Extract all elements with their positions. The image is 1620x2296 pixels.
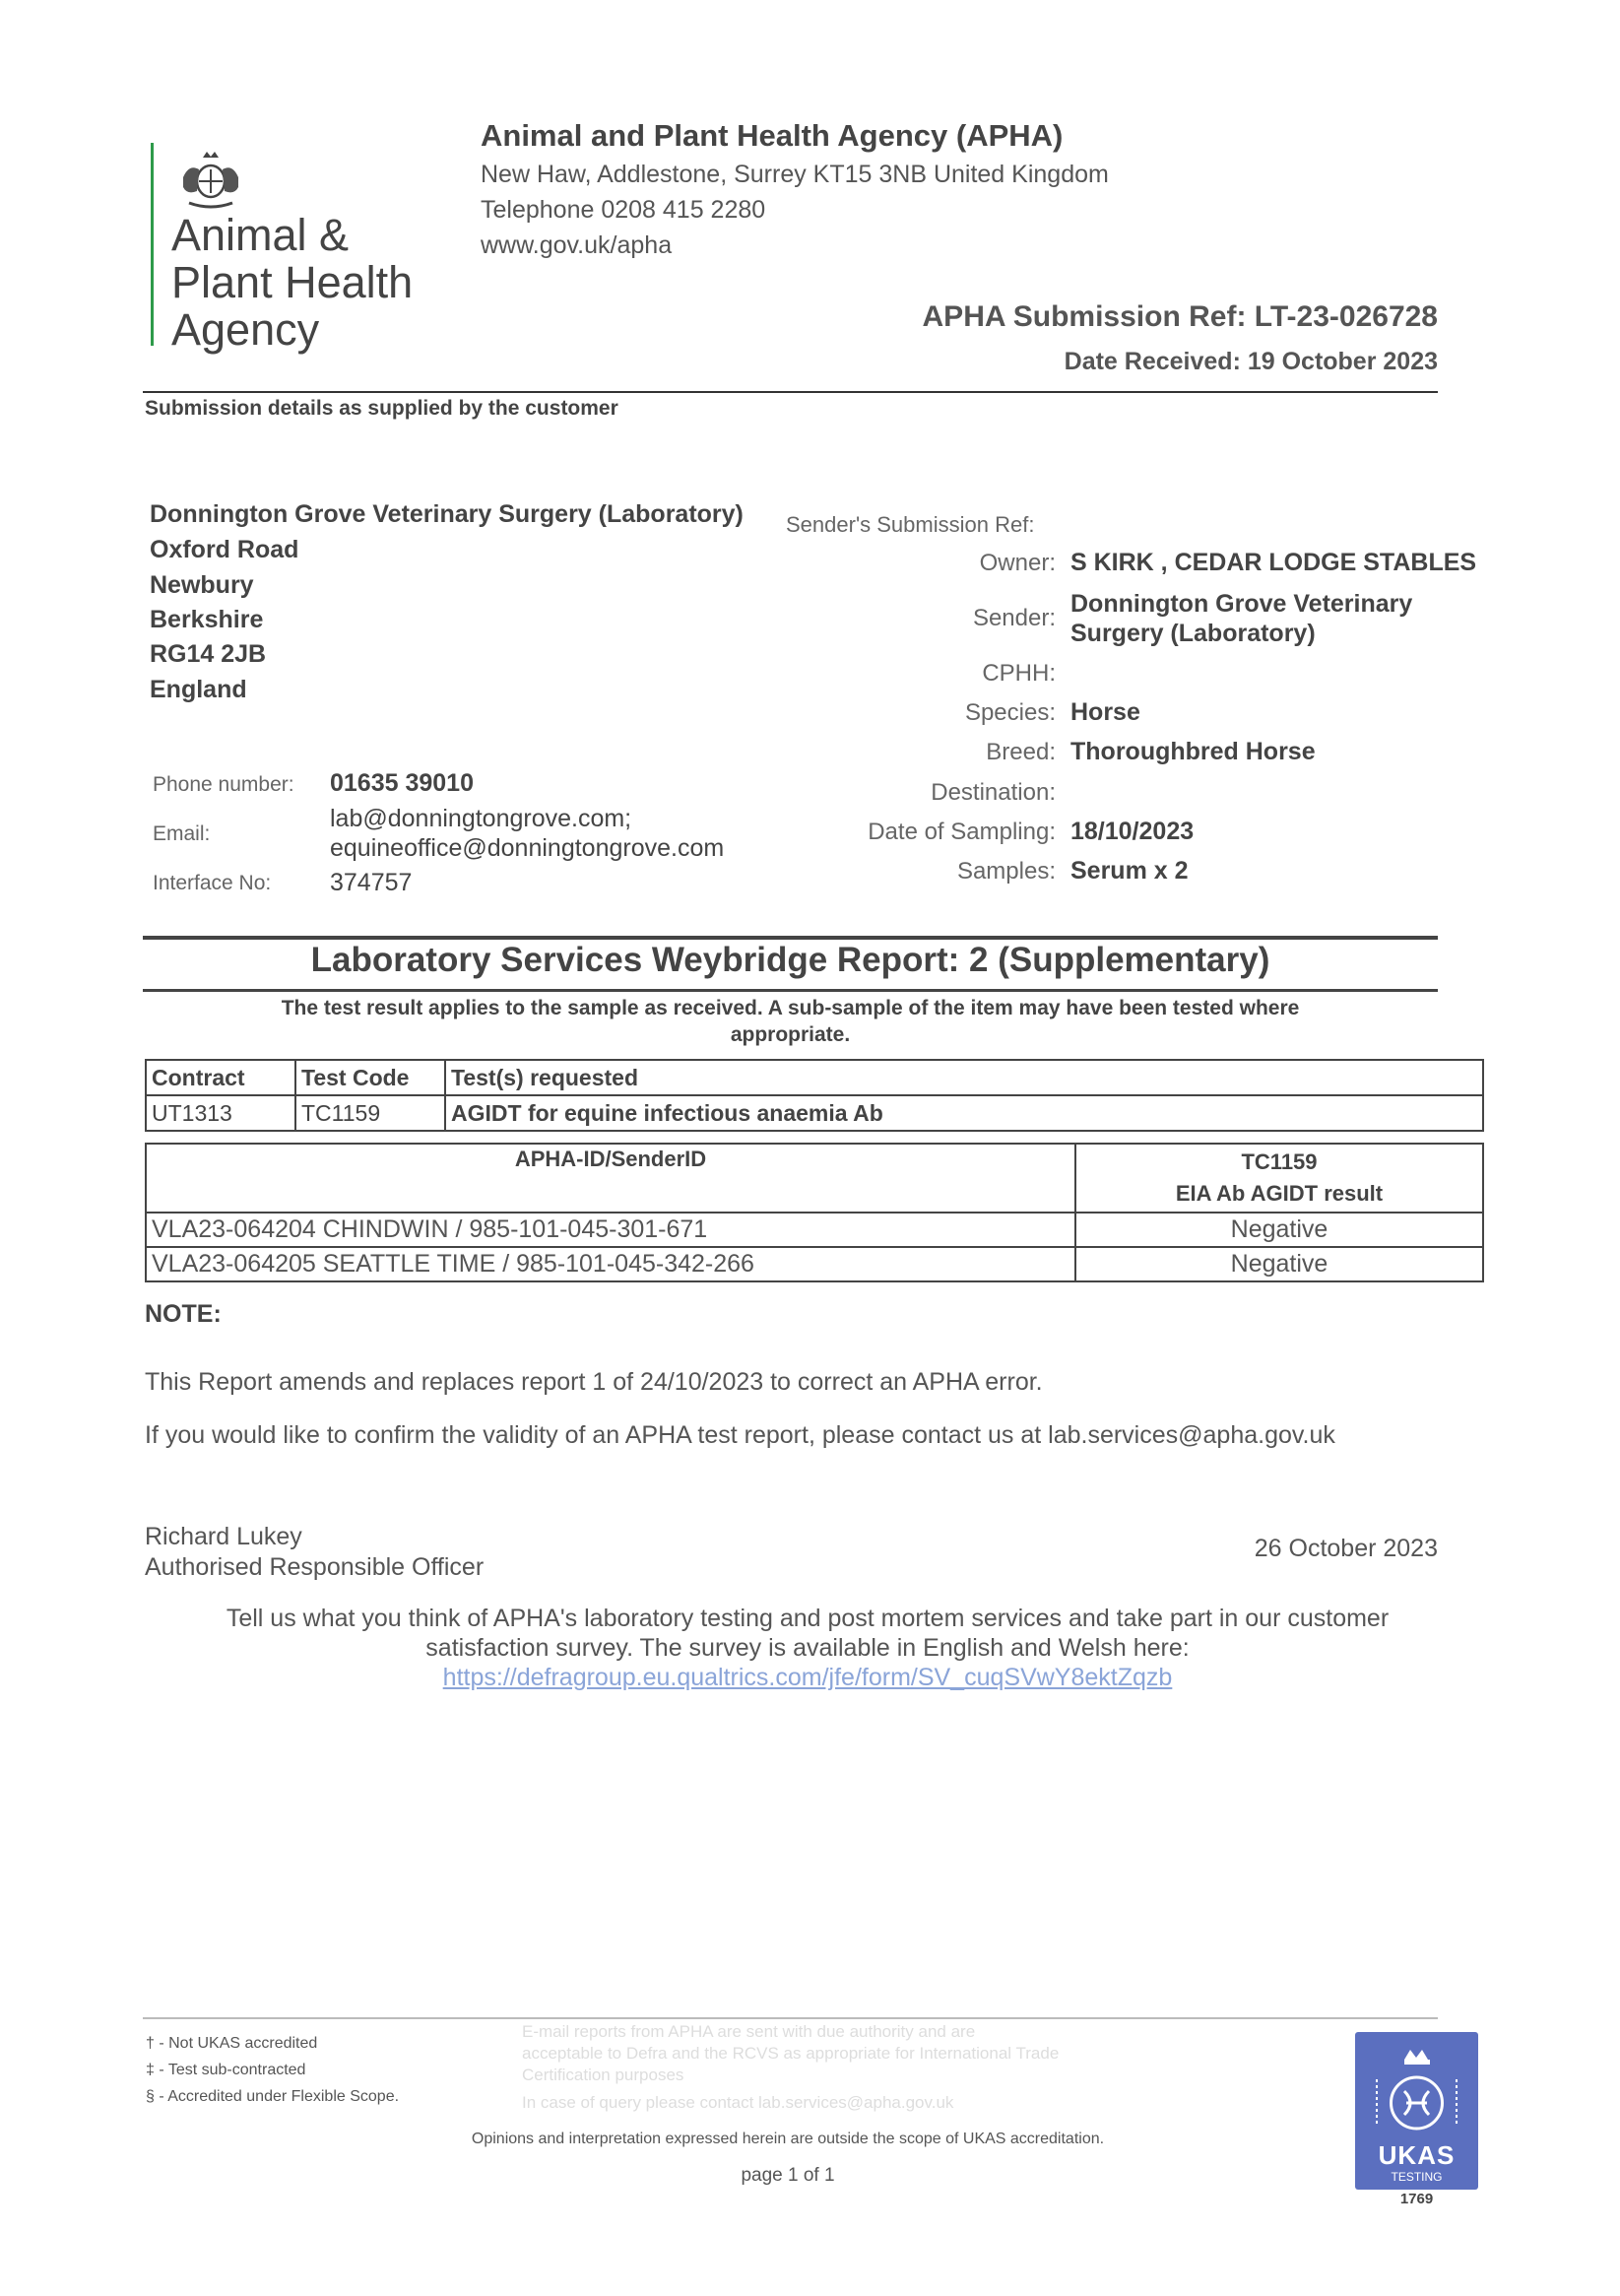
agency-address: New Haw, Addlestone, Surrey KT15 3NB United Kingdom (481, 161, 1109, 188)
column-header: Contract (146, 1060, 295, 1095)
species-label: Species: (964, 699, 1056, 726)
email-label: Email: (153, 822, 211, 845)
result-header-line: EIA Ab AGIDT result (1175, 1181, 1384, 1206)
ukas-label: UKAS (1378, 2140, 1456, 2170)
address-line: England (150, 676, 247, 703)
samples-value: Serum x 2 (1070, 857, 1189, 885)
email-value (330, 804, 724, 863)
signer-role: Authorised Responsible Officer (145, 1553, 485, 1581)
disclaimer-line: Certification purposes (522, 2066, 684, 2084)
address-line: Oxford Road (150, 536, 299, 563)
test-code-cell: TC1159 (295, 1095, 445, 1131)
result-header-line: TC1159 (1241, 1149, 1318, 1174)
signer-block (145, 1522, 484, 1583)
test-requested-cell: AGIDT for equine infectious anaemia Ab (445, 1095, 1483, 1131)
interface-label: Interface No: (153, 872, 272, 894)
agency-telephone: Telephone 0208 415 2280 (481, 196, 766, 224)
logo-line: Animal & (171, 210, 350, 260)
logo-bar (151, 143, 154, 346)
logo-line: Agency (171, 304, 320, 355)
title-rule-top (143, 936, 1438, 940)
sender-line: Surgery (Laboratory) (1070, 620, 1316, 647)
legend-item: † - Not UKAS accredited (146, 2035, 318, 2052)
royal-crest-icon (173, 148, 248, 209)
survey-link[interactable]: https://defragroup.eu.qualtrics.com/jfe/form/SV_cuqSVwY8ektZqzb (442, 1664, 1173, 1691)
address-line: Donnington Grove Veterinary Surgery (Laboratory) (150, 500, 744, 528)
address-line: RG14 2JB (150, 640, 267, 668)
agency-website: www.gov.uk/apha (481, 231, 673, 259)
sampling-date-value: 18/10/2023 (1070, 818, 1195, 845)
page-number: page 1 of 1 (741, 2165, 835, 2186)
sign-date: 26 October 2023 (1254, 1535, 1438, 1562)
title-rule-bottom (143, 989, 1438, 992)
owner-value: S KIRK , CEDAR LODGE STABLES (1070, 549, 1477, 576)
tests-table (145, 1059, 1484, 1132)
applies-line: The test result applies to the sample as received. A sub-sample of the item may have been tested where (281, 997, 1300, 1019)
disclaimer-line: acceptable to Defra and the RCVS as appropriate for International Trade (522, 2044, 1060, 2063)
samples-label: Samples: (956, 858, 1056, 885)
disclaimer-line: E-mail reports from APHA are sent with due authority and are (522, 2022, 976, 2041)
owner-label: Owner: (979, 550, 1056, 576)
legend-item: § - Accredited under Flexible Scope. (146, 2088, 400, 2105)
apha-id-header: APHA-ID/SenderID (146, 1144, 1075, 1213)
sample-id-cell: VLA23-064205 SEATTLE TIME / 985-101-045-342-266 (146, 1247, 1075, 1281)
ukas-number: 1769 (1399, 2191, 1434, 2207)
interface-value: 374757 (330, 869, 413, 896)
supplied-note: Submission details as supplied by the customer (145, 397, 618, 420)
signer-name: Richard Lukey (145, 1523, 302, 1550)
address-line: Berkshire (150, 606, 264, 633)
ukas-badge (1355, 2032, 1478, 2190)
result-cell: Negative (1075, 1247, 1483, 1281)
phone-label: Phone number: (153, 773, 294, 796)
submission-ref: APHA Submission Ref: LT-23-026728 (922, 300, 1438, 333)
legend-item: ‡ - Test sub-contracted (146, 2062, 306, 2078)
agency-name: Animal and Plant Health Agency (APHA) (481, 118, 1064, 153)
species-value: Horse (1070, 698, 1140, 726)
email-line: lab@donningtongrove.com; (330, 805, 632, 832)
column-header: Test Code (295, 1060, 445, 1095)
report-title: Laboratory Services Weybridge Report: 2 (Supplementary) (310, 941, 1270, 979)
header-divider (143, 391, 1438, 393)
survey-block (162, 1604, 1453, 1692)
survey-line: Tell us what you think of APHA's laboratory testing and post mortem services and take part in our customer (226, 1605, 1390, 1632)
sender-label: Sender: (972, 605, 1056, 631)
table-row (146, 1247, 1483, 1281)
table-row (146, 1213, 1483, 1247)
results-table (145, 1143, 1484, 1282)
cphh-label: CPHH: (982, 660, 1056, 687)
sample-id-cell: VLA23-064204 CHINDWIN / 985-101-045-301-671 (146, 1213, 1075, 1247)
email-disclaimer (522, 2021, 1211, 2114)
date-received: Date Received: 19 October 2023 (1064, 348, 1438, 375)
validity-note: If you would like to confirm the validity of an APHA test report, please contact us at lab.services@apha.gov.uk (145, 1421, 1335, 1449)
column-header: Test(s) requested (445, 1060, 1483, 1095)
sender-value (1070, 589, 1412, 648)
disclaimer-line: In case of query please contact lab.services@apha.gov.uk (522, 2093, 954, 2112)
survey-line: satisfaction survey. The survey is available in English and Welsh here: (425, 1634, 1190, 1662)
ukas-sub: TESTING (1391, 2170, 1443, 2184)
contract-cell: UT1313 (146, 1095, 295, 1131)
ukas-opinions-note: Opinions and interpretation expressed herein are outside the scope of UKAS accreditation. (471, 2131, 1105, 2147)
sampling-date-label: Date of Sampling: (868, 819, 1056, 845)
destination-label: Destination: (931, 779, 1056, 806)
address-line: Newbury (150, 571, 254, 599)
applies-note (197, 995, 1384, 1048)
table-row (146, 1095, 1483, 1131)
result-header (1075, 1144, 1483, 1213)
logo-wordmark (171, 212, 413, 354)
applies-line: appropriate. (730, 1023, 851, 1046)
logo-line: Plant Health (171, 257, 414, 307)
note-label: NOTE: (145, 1300, 222, 1328)
amend-note: This Report amends and replaces report 1 of 24/10/2023 to correct an APHA error. (145, 1368, 1043, 1396)
breed-label: Breed: (986, 739, 1056, 765)
email-line: equineoffice@donningtongrove.com (330, 834, 725, 862)
table-header-row (146, 1060, 1483, 1095)
result-cell: Negative (1075, 1213, 1483, 1247)
phone-value: 01635 39010 (330, 769, 474, 797)
senders-ref-label: Sender's Submission Ref: (786, 512, 1035, 537)
breed-value: Thoroughbred Horse (1070, 738, 1316, 765)
footer-divider (143, 2017, 1438, 2019)
sender-line: Donnington Grove Veterinary (1070, 590, 1413, 618)
table-header-row (146, 1144, 1483, 1213)
